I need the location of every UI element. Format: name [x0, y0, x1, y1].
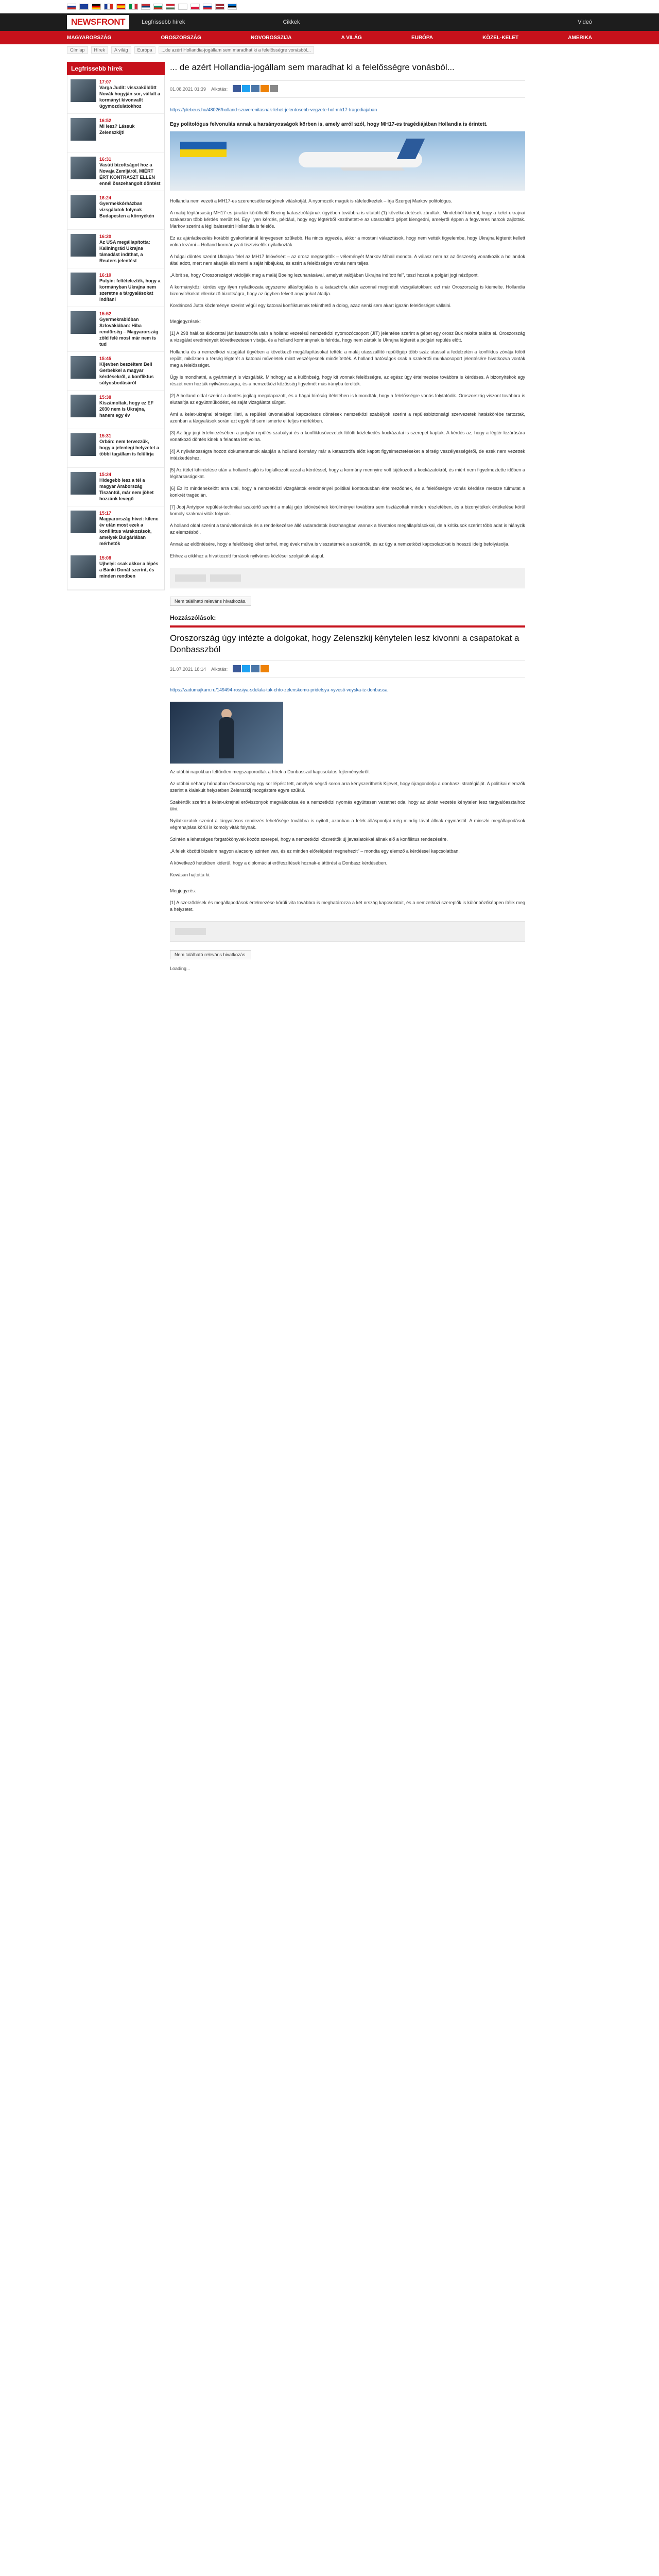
related-paragraph: Kovásan hajtotta ki. [170, 872, 211, 877]
sidebar-news-headline[interactable]: Orbán: nem tervezzük, hogy a jelenlegi helyzetet a többi tagállam is felülírja [99, 439, 160, 456]
related-lead: Az utóbbi napokban feltűnően megszaporodtak a hírek a Donbasszal kapcsolatos fejleményekről. [170, 769, 370, 774]
related-footnote-title: Megjegyzés: [170, 888, 196, 893]
tag-pill[interactable] [175, 574, 206, 582]
article-main [170, 62, 525, 977]
ok-share-icon[interactable] [261, 665, 269, 672]
article-views-label: Alkotás: [211, 87, 228, 92]
language-flag-fr-icon[interactable] [104, 4, 113, 10]
sidebar-news-headline[interactable]: Kiszámoltak, hogy ez EF 2030 nem is Ukrajna, hanem egy év [99, 400, 154, 418]
video-link[interactable]: Videó [578, 19, 592, 25]
loading-text: Loading... [170, 966, 190, 971]
sidebar-news-time: 15:24 [99, 472, 112, 477]
article-footnote: [3] Az ügy jogi értelmezésében a polgári repülés szabályai és a konfliktusövezetek fölötti közlekedés kockázatai is szerepet kaptak. A kérdés az, hogy a légtér lezárására vonatkozó döntés kinek a feladata lett volna. [170, 430, 525, 442]
sidebar-news-time: 15:52 [99, 311, 112, 316]
sidebar-news-headline[interactable]: Hidegebb lesz a tél a magyar Arabország Tiszántúl, már nem jöhet hozzánk levegő [99, 478, 154, 501]
sidebar-news-time: 16:20 [99, 234, 112, 239]
nav-item-2[interactable]: NOVOROSSZIJA [250, 35, 292, 41]
related-title[interactable]: Oroszország úgy intézte a dolgokat, hogy Zelenszkij kénytelen lesz kivonni a csapatokat a Donbasszból [170, 633, 519, 654]
sidebar-news-item[interactable] [67, 307, 164, 352]
related-share-buttons [233, 665, 270, 673]
breadcrumb-item[interactable]: Hírek [91, 46, 109, 54]
site-header [0, 13, 659, 31]
article-hero-image [170, 131, 525, 191]
sidebar [67, 62, 165, 590]
sidebar-news-time: 15:08 [99, 555, 112, 561]
language-flag-en-icon[interactable] [79, 4, 89, 10]
related-tag-bar [170, 921, 525, 942]
sidebar-news-thumbnail[interactable] [71, 356, 96, 379]
sidebar-news-text [99, 195, 161, 225]
breadcrumb-item[interactable]: A világ [111, 46, 131, 54]
related-date: 31.07.2021 18:14 [170, 667, 206, 672]
language-flag-de-icon[interactable] [92, 4, 101, 10]
article-body [170, 198, 525, 309]
sidebar-news-headline[interactable]: Gyermekrablóban Szlovákiában: Hiba rendőrség – Magyarország zöld felé most már nem is tud [99, 317, 159, 347]
sidebar-news-text [99, 79, 161, 109]
language-flag-hu-icon[interactable] [166, 4, 175, 10]
related-article [170, 625, 525, 972]
tag-pill[interactable] [175, 928, 206, 935]
article-paragraph: „A brit se, hogy Oroszországot vádolják meg a maláj Boeing lezuhanásával, amelyet valójában Ukrajna indított fel”, teszi hozzá a polgári jogi nézőpont. [170, 273, 479, 278]
sidebar-news-time: 15:17 [99, 511, 112, 516]
related-paragraph: Az utóbbi néhány hónapban Oroszország egy sor lépést tett, amelyek végső soron arra kényszeríthetik Kijevet, hogy újragondolja a donbaszi stratégiáját. A politikai elemzők szerint a kialakult helyzetben Zelenszkij mozgástere egyre szűkül. [170, 781, 525, 793]
site-logo[interactable] [67, 15, 129, 29]
sidebar-news-thumbnail[interactable] [71, 472, 96, 495]
facebook-share-icon[interactable] [233, 85, 241, 92]
related-footnotes [170, 900, 525, 913]
article-footnote: Hollandia és a nemzetközi vizsgálat ügyében a következő megállapításokat tették: a maláj utasszállító repülőgép több száz utassal a fedélzetén a konfliktus zónája fölött repült, miközben a térség légterét a katonai műveletek miatt veszélyesnek minősítették. A holland hatóságok csak a szakértői munkacsoport jelentésére hivatkozva vonták meg a felelősséget. [170, 349, 525, 368]
sidebar-news-item[interactable] [67, 468, 164, 506]
sidebar-news-item[interactable] [67, 114, 164, 152]
sidebar-news-time: 15:31 [99, 433, 112, 438]
related-body [170, 781, 525, 878]
sidebar-news-item[interactable] [67, 506, 164, 551]
sidebar-news-text [99, 234, 161, 264]
twitter-share-icon[interactable] [242, 85, 250, 92]
sidebar-list [67, 75, 165, 590]
share-buttons [233, 85, 279, 93]
sidebar-news-headline[interactable]: Varga Judit: visszaküldött Novák hogyján sor, vállalt a kormányt kivonvallt ügymozdulatokhoz [99, 85, 161, 109]
nav-item-4[interactable]: EURÓPA [411, 35, 433, 41]
article-meta [170, 80, 525, 98]
related-footnote: [1] A szerződések és megállapodások értelmezése körüli vita továbbra is meghatározza a két ország kapcsolatait, és a nemzetközi szereplők is különbözőképpen ítélik meg a helyzetet. [170, 900, 525, 912]
sidebar-news-time: 15:38 [99, 395, 112, 400]
article-date: 01.08.2021 01:39 [170, 87, 206, 92]
latest-news-link[interactable]: Legfrissebb hírek [142, 19, 185, 25]
comments-title: Hozzászólások: [170, 614, 216, 621]
nav-item-0[interactable]: MAGYARORSZÁG [67, 35, 112, 41]
sidebar-news-item[interactable] [67, 391, 164, 429]
articles-link[interactable]: Cikkek [283, 19, 300, 25]
language-flag-lv-icon[interactable] [215, 4, 224, 10]
ok-share-icon[interactable] [261, 85, 269, 92]
tag-pill[interactable] [210, 574, 241, 582]
article-paragraph: A kormányközi kérdés egy ilyen nyilatkozata egyszerre állásfoglalás is a katasztrófa után azonnal megindult vizsgálatokban: ezt már Oroszország is kiemelte. Hollandia bizonyítékokat ellenkező bizottságra, hogy az ügyben felvett anyagokat átadja. [170, 284, 525, 296]
sidebar-news-headline[interactable]: Vasúti bizottságot hoz a Novaja Zemljáról, MIÉRT ÉRT KONTRASZT ELLEN ennél összehangolt döntést [99, 162, 161, 186]
sidebar-news-time: 17:07 [99, 79, 112, 84]
article-footnote: [4] A nyilvánosságra hozott dokumentumok alapján a holland kormány már a katasztrófa előtt kapott figyelmeztetéseket a térség veszélyességéről, de ezek nem vezettek intézkedéshez. [170, 449, 525, 461]
related-meta [170, 660, 525, 678]
sidebar-news-text [99, 395, 161, 425]
ukraine-flag-graphic [180, 142, 227, 157]
sidebar-news-text [99, 157, 161, 187]
sidebar-news-headline[interactable]: Mi lesz? Lássuk Zelenszkijt! [99, 124, 135, 135]
main-nav [0, 31, 659, 44]
related-paragraph: Szintén a lehetséges forgatókönyvek között szerepel, hogy a nemzetközi közvetítők új javaslatokkal állnak elő a konfliktus rendezésére. [170, 837, 448, 842]
sidebar-news-time: 16:31 [99, 157, 112, 162]
sidebar-news-item[interactable] [67, 191, 164, 230]
sidebar-news-time: 16:52 [99, 118, 112, 123]
language-flag-pl-icon[interactable] [190, 4, 200, 10]
sidebar-news-time: 16:10 [99, 273, 112, 278]
logo-main: NEWS [71, 17, 96, 27]
nav-item-5[interactable]: KÖZEL-KELET [482, 35, 519, 41]
sidebar-news-text [99, 511, 161, 547]
article-paragraph: Ez az ajánlatkezelés korábbi gyakorlatánál lényegesen szűkebb. Ha nincs egyezés, akkor a mostani választások, hogy nem vették figyelembe, hogy Ukrajna légterét kellett volna lezárni – Holland kormányzati tisztviselők nyilatkozták. [170, 235, 525, 247]
nav-item-1[interactable]: OROSZORSZÁG [161, 35, 201, 41]
person-body-graphic [219, 717, 234, 758]
article-lead: Egy politológus felvonulás annak a harsányosságok körben is, amely arról szól, hogy MH17-es tragédiájában Hollandia is érintett. [170, 122, 488, 127]
language-flags [67, 0, 592, 13]
related-image [170, 702, 283, 764]
language-flag-ee-icon[interactable] [228, 4, 237, 10]
sidebar-news-item[interactable] [67, 551, 164, 590]
sidebar-news-thumbnail[interactable] [71, 79, 96, 102]
sidebar-news-time: 16:24 [99, 195, 112, 200]
article-footnote: [7] Jooj Antyipov repülési-technikai szakértő szerint a maláj gép lelövésének körülményei továbbra sem tisztázottak minden részletében, és a bizonyítékok értékelése körül komoly szakmai viták folynak. [170, 504, 525, 516]
nav-item-3[interactable]: A VILÁG [341, 35, 362, 41]
sidebar-news-text [99, 118, 161, 148]
sidebar-news-thumbnail[interactable] [71, 395, 96, 417]
article-footnote: [5] Az ítélet kihirdetése után a holland sajtó is foglalkozott azzal a kérdéssel, hogy a kormány mennyire volt tájékozott a kockázatokról, és miért nem figyelmeztette időben a légitársaságokat. [170, 467, 525, 479]
vk-share-icon[interactable] [251, 85, 259, 92]
breadcrumb [0, 44, 659, 56]
sidebar-news-text [99, 472, 161, 502]
twitter-share-icon[interactable] [242, 665, 250, 672]
language-flag-rs-icon[interactable] [141, 4, 150, 10]
nav-item-6[interactable]: AMERIKA [568, 35, 592, 41]
article-title: ... de azért Hollandia-jogállam sem maradhat ki a felelősségre vonásból... [170, 62, 455, 72]
sidebar-news-headline[interactable]: Az USA megállapította: Kaliningrád Ukrajna támadást indíthat, a Reuters jelentést [99, 240, 150, 263]
footnote-title: Megjegyzések: [170, 319, 201, 324]
sidebar-news-headline[interactable]: Putyin: feltételezték, hogy a kormányban Ukrajna nem szeretne a tárgyalásokat indítani [99, 278, 161, 302]
related-reactions-notice: Nem található releváns hivatkozás. [170, 950, 251, 959]
sidebar-news-thumbnail[interactable] [71, 118, 96, 141]
article-footnote: Ügy is mondhatni, a gyártmányt is vizsgálták. Mindhogy az a különbség, hogy kit vonnak felelősségre, az egész ügy értelmezése továbbra is kérdéses. A bizonyítékok egy részét nem hozták nyilvánosságra, és a nemzetközi közösség figyelmét más irányba terelték. [170, 375, 525, 386]
mail-share-icon[interactable] [270, 85, 278, 92]
related-paragraph: Nyilatkozatok szerint a tárgyalásos rendezés lehetősége továbbra is nyitott, azonban a felek álláspontjai még mindig távol állnak egymástól. A minszki megállapodások végrehajtása körül is komoly viták folynak. [170, 818, 525, 830]
sidebar-news-thumbnail[interactable] [71, 273, 96, 295]
sidebar-news-headline[interactable]: Magyarország hívei: kilenc év után most ezek a konfliktus várakozások, amelyek Bulgáriában mérhetők [99, 516, 159, 546]
sidebar-news-thumbnail[interactable] [71, 433, 96, 456]
breadcrumb-item[interactable]: ...de azért Hollandia-jogállam sem maradhat ki a felelősségre vonásból... [159, 46, 314, 54]
language-flag-ru-icon[interactable] [67, 4, 76, 10]
language-flag-ge-icon[interactable] [178, 4, 187, 10]
related-paragraph: „A felek közötti bizalom nagyon alacsony szinten van, és ez minden előrelépést megnehezít” – mondta egy elemző a kérdéssel kapcsolatban. [170, 849, 460, 854]
article-paragraph: Hollandia nem vezeti a MH17-es szerencsétlenségének vitáskotját. A nyomozók maguk is ráfeledkeztek – írja Szergej Markov politológus. [170, 198, 453, 204]
article-footnote: Ehhez a cikkhez a hivatkozott források nyilvános közlései szolgáltak alapul. [170, 553, 325, 558]
sidebar-news-item[interactable] [67, 230, 164, 268]
sidebar-news-text [99, 433, 161, 463]
sidebar-news-time: 15:45 [99, 356, 112, 361]
article-footnote: Ami a kelet-ukrajnai térséget illeti, a repülési útvonalakkal kapcsolatos döntések nemzetközi szabályok szerint a repülésbiztonsági szervezetek hatáskörébe tartoztak, azonban a tárgyalások során ezt egyik fél sem ismerte el teljes mértékben. [170, 412, 525, 423]
article-paragraph: A maláj légitársaság MH17-es járatán körülbelül Boeing katasztrófájának ügyében továbbra is vitatott (1) következtetések zárultak. Mindebből kiderül, hogy a kelet-ukrajnai szakaszon több kérdés merült fel. Egy ilyen kérdés, például, hogy egy légtérből kezdhetett-e az utasszállító gépet kiengedni, amelyről éppen a fegyveres harcok zajlottak. Markov szerint a légi balesetért Hollandia is felelős. [170, 210, 525, 229]
related-source-link[interactable]: https://zadumajkam.ru/149494-rossiya-sdelala-tak-chto-zelenskomu-pridetsya-vyvesti-voyska-iz-donbassa [170, 687, 388, 692]
sidebar-news-thumbnail[interactable] [71, 157, 96, 179]
article-footnote: [2] A holland oldal szerint a döntés jogilag megalapozott, és a hágai bíróság ítéletében is kimondták, hogy a felelősségre vonás folytatódik. Oroszország viszont továbbra is elutasítja az együttműködést, és saját vizsgálatot sürget. [170, 393, 525, 405]
sidebar-news-item[interactable] [67, 352, 164, 391]
related-views-label: Alkotás: [211, 667, 228, 672]
article-footnote: A holland oldal szerint a tanúvallomások és a rendelkezésre álló radaradatok összhangban vannak a hivatalos megállapításokkal, de a kritikusok szerint több adat is hiányzik az elemzésből. [170, 523, 525, 535]
article-paragraph: Kordáncsó Jutta közleménye szerint végül egy katonai konfliktusnak tekinthető a dolog, azaz senki sem akart igazán felelősséget vállalni. [170, 303, 452, 308]
logo-accent: FRONT [96, 17, 126, 27]
related-notice: Nem található releváns hivatkozás. [170, 597, 251, 606]
related-paragraph: Szakértők szerint a kelet-ukrajnai erőviszonyok megváltozása és a nemzetközi nyomás együttesen vezethet oda, hogy az ukrán vezetés kénytelen lesz tárgyalóasztalhoz ülni. [170, 800, 525, 811]
sidebar-news-headline[interactable]: Kijevben beszéltem Bell Gerbekkel a magyar kérdésekről, a konfliktus súlyosbodásáról [99, 362, 154, 385]
tag-bar [170, 568, 525, 588]
language-flag-it-icon[interactable] [129, 4, 138, 10]
sidebar-news-text [99, 356, 161, 386]
sidebar-news-text [99, 555, 161, 585]
sidebar-news-item[interactable] [67, 75, 164, 114]
article-source-link[interactable]: https://plebeus.hu/48026/holland-szuverenitasnak-lehet-jelentosebb-vegzete-hol-mh17-tragediajaban [170, 107, 377, 112]
sidebar-news-text [99, 311, 161, 347]
vk-share-icon[interactable] [251, 665, 259, 672]
sidebar-news-headline[interactable]: Gyermekkórházban vizsgálatok folynak Budapesten a környékén [99, 201, 154, 218]
article-footnote: [1] A 298 halálos áldozattal járt katasztrófa után a holland vezetésű nemzetközi nyomozócsoport (JIT) jelentése szerint a gépet egy orosz Buk rakéta találta el. Oroszország a vizsgálat eredményeit következetesen vitatja, és a holland kormánynak is felrótta, hogy nem zárták le Ukrajna légterét a polgári repülés előtt. [170, 331, 525, 343]
sidebar-news-thumbnail[interactable] [71, 555, 96, 578]
sidebar-title: Legfrissebb hírek [67, 62, 165, 75]
language-flag-bg-icon[interactable] [153, 4, 163, 10]
sidebar-news-thumbnail[interactable] [71, 195, 96, 218]
language-flag-sk-icon[interactable] [203, 4, 212, 10]
sidebar-news-item[interactable] [67, 429, 164, 468]
sidebar-news-thumbnail[interactable] [71, 234, 96, 257]
sidebar-news-text [99, 273, 161, 302]
facebook-share-icon[interactable] [233, 665, 241, 672]
related-paragraph: A következő hetekben kiderül, hogy a diplomáciai erőfeszítések hoznak-e áttörést a Donbasz kérdésében. [170, 860, 388, 866]
sidebar-news-headline[interactable]: Ujhelyi: csak akkor a lépés a Bánki Donát szerint, és minden rendben [99, 561, 159, 579]
article-paragraph: A hágai döntés szerint Ukrajna felel az MH17 lelövésért – az orosz megsegítők – véleményét Markov Mihail mondta. A válasz nem az az összeség vonatkozik a hollandok által adott, mert nem akarják elismerni a saját hibájukat, és ezért a felelősségre vonás nem teljes. [170, 254, 525, 266]
article-footnote: Annak az eldöntésére, hogy a felelősség kiket terhel, még évek múlva is visszatérnek a szakértők, és az ügy a nemzetközi kapcsolatokat is hosszú ideig befolyásolja. [170, 541, 510, 547]
sidebar-news-thumbnail[interactable] [71, 511, 96, 533]
breadcrumb-item[interactable]: Európa [134, 46, 155, 54]
article-footnotes [170, 330, 525, 560]
sidebar-news-item[interactable] [67, 268, 164, 307]
breadcrumb-item[interactable]: Címlap [67, 46, 88, 54]
sidebar-news-item[interactable] [67, 152, 164, 191]
language-flag-es-icon[interactable] [116, 4, 126, 10]
sidebar-news-thumbnail[interactable] [71, 311, 96, 334]
article-footnote: [6] Ez itt mindenekelőtt arra utal, hogy a nemzetközi vizsgálatok eredményei politikai kontextusban értelmeződnek, és a felelősségre vonás kérdése messze túlmutat a konkrét tragédián. [170, 486, 525, 498]
